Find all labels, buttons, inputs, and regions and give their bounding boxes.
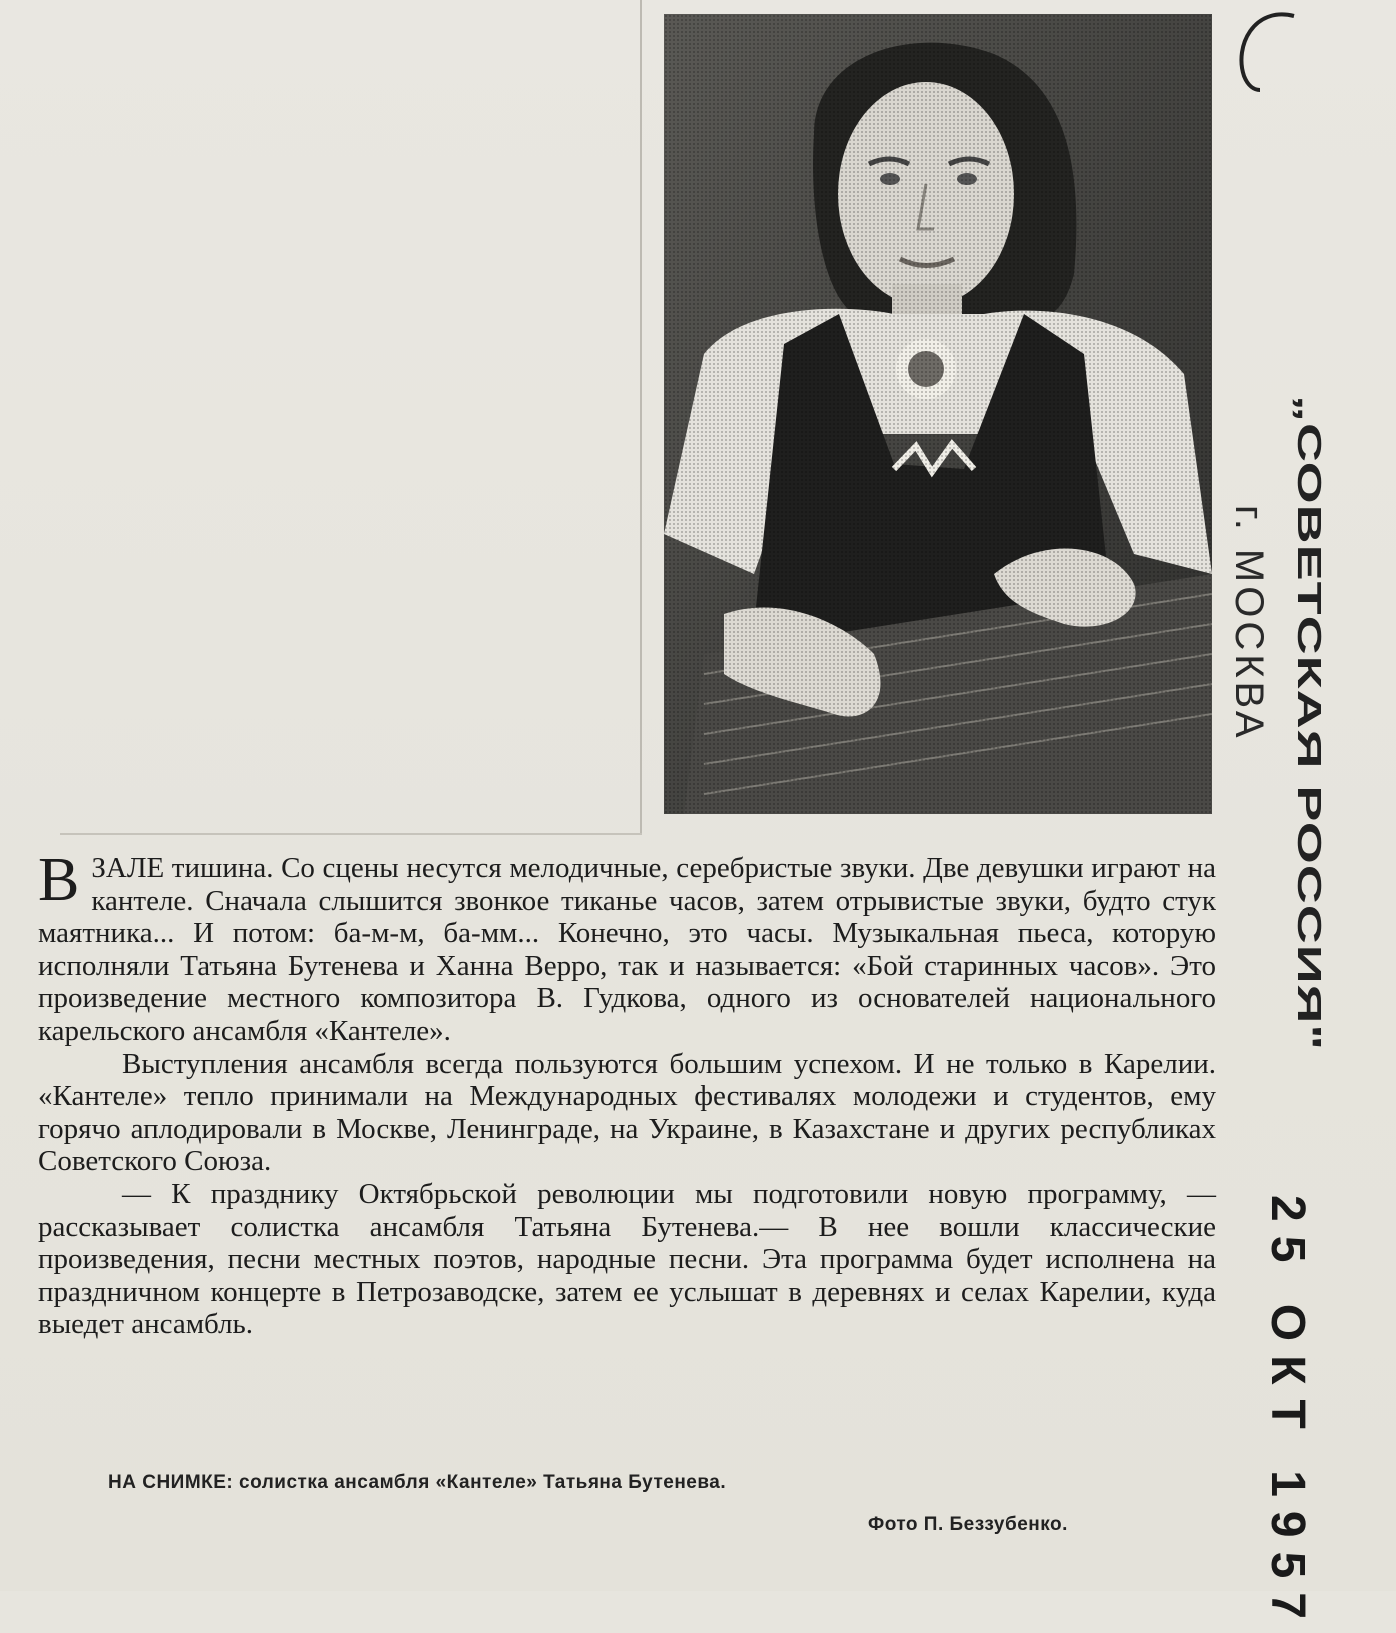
article-paragraph-3: — К празднику Октябрьской революции мы подготовили новую программу, — рассказывает солистка ансамбля Татьяна Бутенева.— В нее вошли классические произведения, песни местных поэтов, народные песни. Эта программа будет исполнена на праздничном концерте в Петрозаводске, затем ее услышат в деревнях и селах Карелии, куда выедет ансамбль.	[38, 1177, 1216, 1341]
soloist-photo	[664, 14, 1212, 814]
article-paragraph-1: ЗАЛЕ тишина. Со сцены несутся мелодичные, серебристые звуки. Две девушки играют на кантеле. Сначала слышится звонкое тиканье часов, затем отрывистые звуки, будто стук маятника... И потом: ба-м-м, ба-мм... Конечно, это часы. Музыкальная пьеса, которую исполняли Татьяна Бутенева и Ханна Верро, так и называется: «Бой старинных часов». Это произведение местного композитора В. Гудкова, одного из основателей национального карельского ансамбля «Кантеле».	[38, 852, 1216, 1047]
city-name: г. МОСКВА	[1227, 505, 1271, 742]
article-paragraph-2: Выступления ансамбля всегда пользуются большим успехом. И не только в Карелии. «Кантеле» тепло принимали на Международных фестивалях молодежи и студентов, ему горячо аплодировали в Москве, Ленинграде, на Украине, в Казахстане и других республиках Советского Союза.	[38, 1047, 1216, 1178]
drop-cap: В	[38, 846, 80, 914]
clipping-edge-vertical	[640, 0, 642, 835]
newspaper-name: „СОВЕТСКАЯ РОССИЯ"	[1290, 395, 1328, 1051]
pencil-mark-icon	[1234, 6, 1312, 96]
photo-credit: Фото П. Беззубенко.	[868, 1514, 1068, 1535]
photo-caption: НА СНИМКЕ: солистка ансамбля «Кантеле» Татьяна Бутенева.	[108, 1472, 727, 1493]
clipping-edge-horizontal	[60, 833, 642, 835]
halftone-portrait	[664, 14, 1212, 814]
article-body	[38, 846, 1216, 1341]
date-stamp: 25 ОКТ 1957	[1261, 1195, 1314, 1633]
